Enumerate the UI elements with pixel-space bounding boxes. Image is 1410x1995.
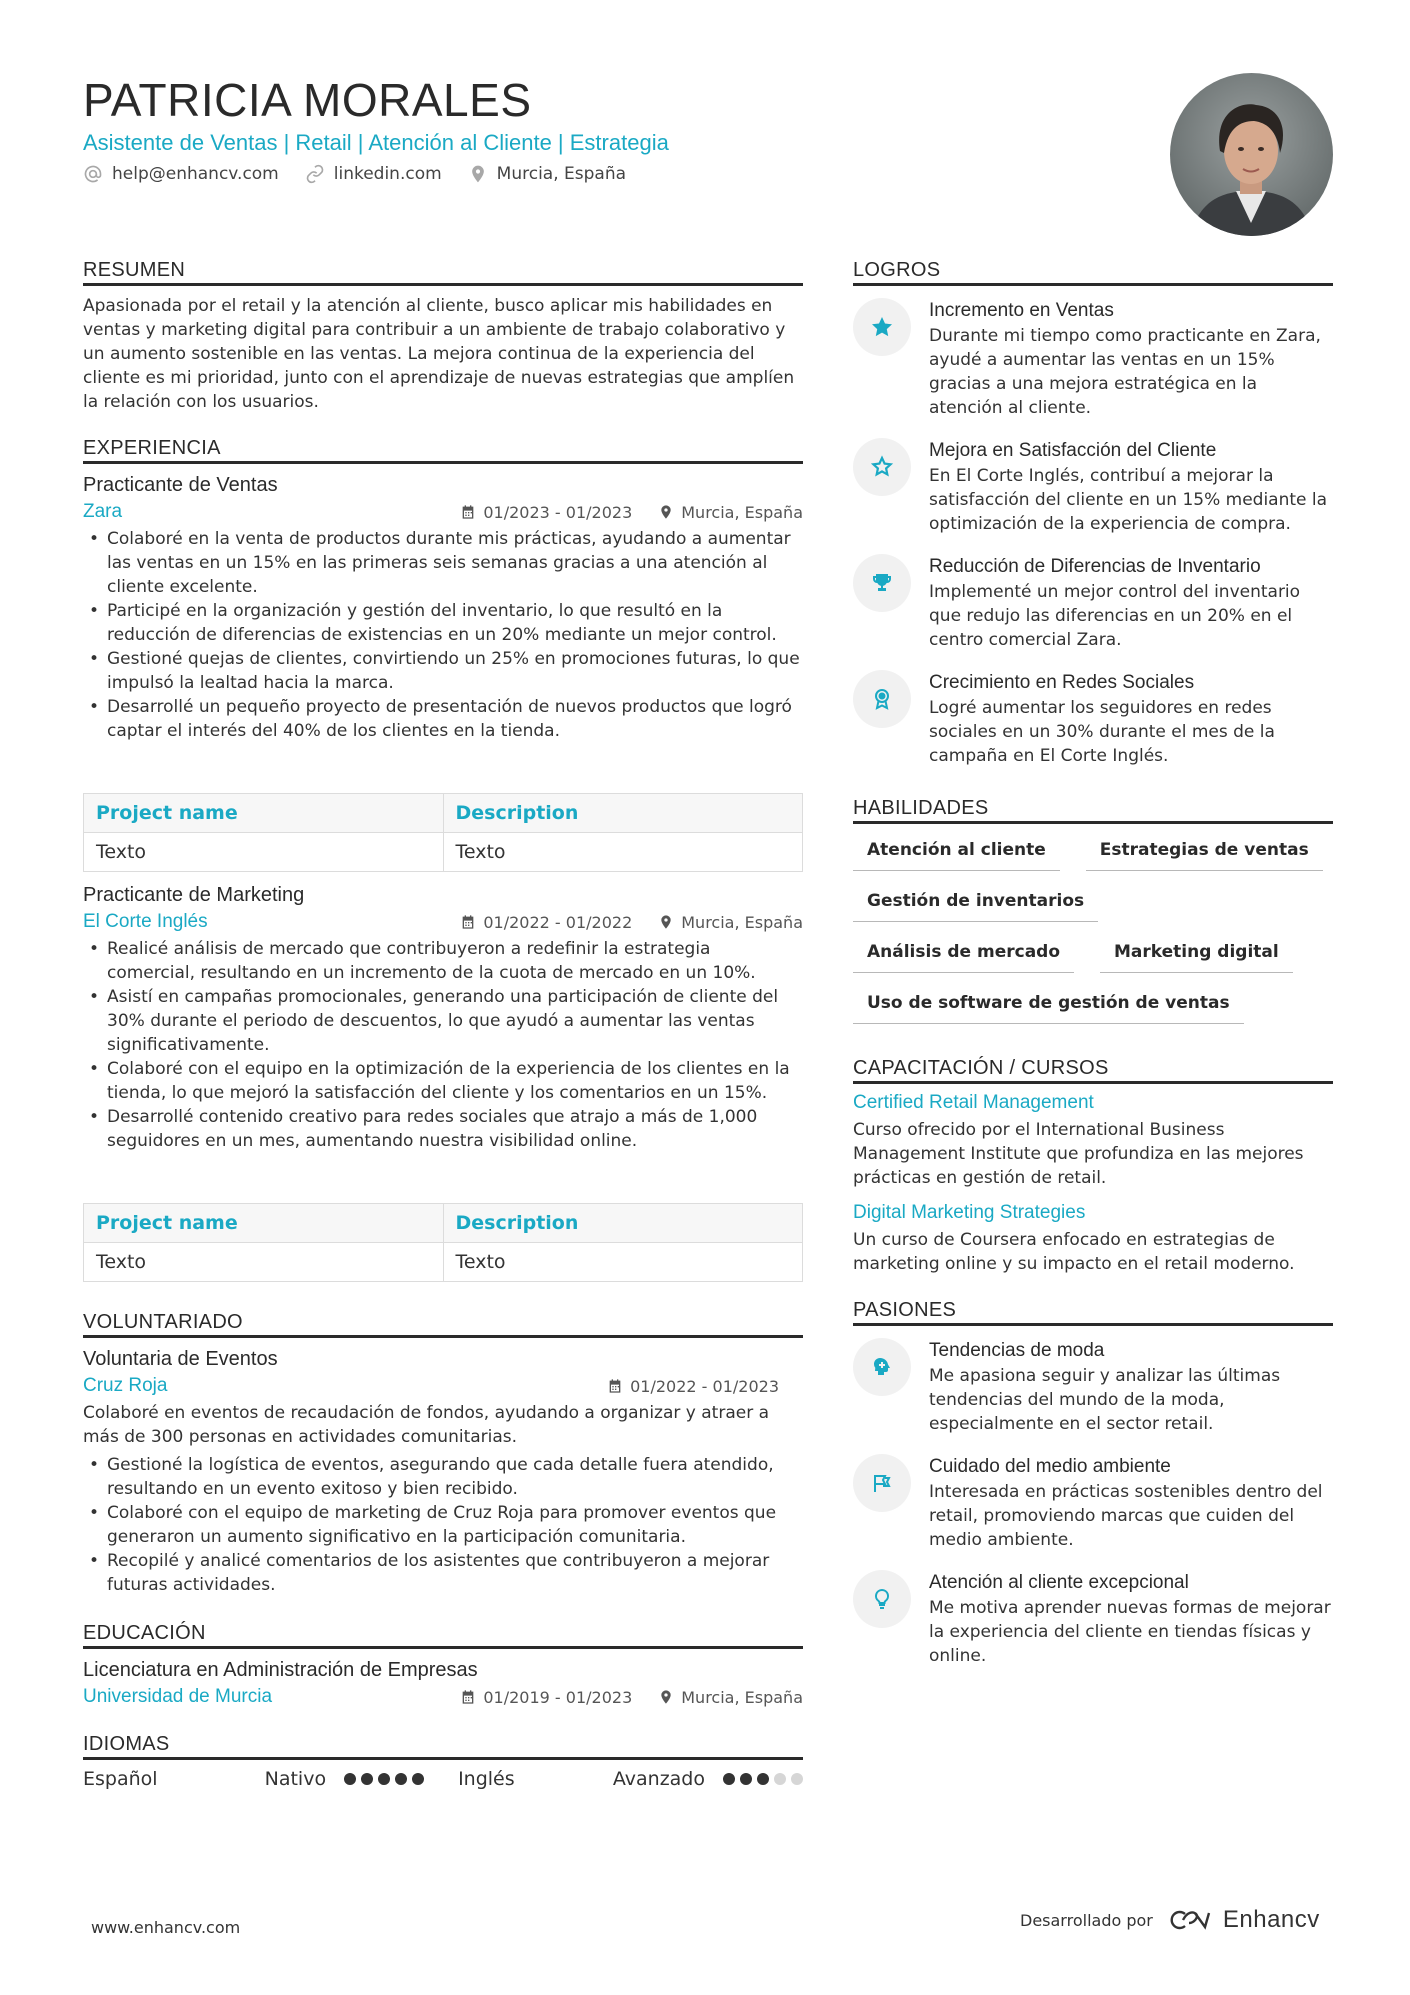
level-dot [757, 1773, 769, 1785]
bullet-item: • Gestioné la logística de eventos, asegurando que cada detalle fuera atendido, resultando en un evento exitoso y bien recibido. [107, 1453, 803, 1501]
location-pin-icon [658, 504, 674, 520]
brain-icon [870, 1355, 894, 1379]
job-location: Murcia, España [681, 502, 803, 522]
calendar-icon [607, 1378, 623, 1394]
achievement-item [853, 298, 1333, 420]
star-icon [870, 315, 894, 339]
bullet-item: • Recopilé y analicé comentarios de los asistentes que contribuyeron a mejorar futuras actividades. [107, 1549, 803, 1597]
enhancv-logo-icon [1165, 1907, 1211, 1933]
achievement-title: Reducción de Diferencias de Inventario [929, 556, 1261, 577]
section-title-achievements: LOGROS [853, 258, 1333, 286]
section-title-languages: IDIOMAS [83, 1732, 803, 1760]
achievement-title: Incremento en Ventas [929, 300, 1114, 321]
job-entry [83, 882, 803, 1282]
lightbulb-icon [870, 1587, 894, 1611]
section-title-experience: EXPERIENCIA [83, 436, 803, 464]
section-title-passions: PASIONES [853, 1298, 1333, 1326]
full-name: PATRICIA MORALES [83, 74, 532, 126]
passion-desc: Me motiva aprender nuevas formas de mejorar la experiencia del cliente en tiendas físicas y online. [929, 1598, 1331, 1666]
section-title-education: EDUCACIÓN [83, 1621, 803, 1649]
linkedin-text: linkedin.com [333, 164, 442, 184]
bullet-item: • Participé en la organización y gestión del inventario, lo que resultó en la reducción de diferencias de existencias en un 20% mediante un mejor control. [107, 599, 803, 647]
achievement-item [853, 554, 1333, 652]
right-column [853, 258, 1333, 1668]
bullet-item: • Colaboré con el equipo de marketing de Cruz Roja para promover eventos que generaron un aumento significativo en la participación comunitaria. [107, 1501, 803, 1549]
bullet-item: • Colaboré en la venta de productos durante mis prácticas, ayudando a aumentar las ventas en un 15% en las primeras seis semanas gracias a una atención al cliente excelente. [107, 527, 803, 599]
skill-tag: Gestión de inventarios [853, 883, 1098, 922]
volunteer-role: Voluntaria de Eventos [83, 1348, 278, 1370]
left-column [83, 258, 803, 1790]
experience-section [83, 436, 803, 1282]
job-title: Practicante de Ventas [83, 474, 278, 496]
course-title: Digital Marketing Strategies [853, 1202, 1086, 1223]
course-desc: Curso ofrecido por el International Business Management Institute que profundiza en las mejores prácticas en gestión de retail. [853, 1120, 1304, 1188]
footer-branding [1020, 1906, 1320, 1934]
job-bullets [83, 527, 803, 743]
bullet-item: • Gestioné quejas de clientes, convirtiendo un 25% en promociones futuras, lo que impulsó la lealtad hacia la marca. [107, 647, 803, 695]
section-title-volunteer: VOLUNTARIADO [83, 1310, 803, 1338]
location-text: Murcia, España [496, 164, 627, 184]
flag-icon [870, 1471, 894, 1495]
passion-item [853, 1338, 1333, 1436]
job-entry [83, 472, 803, 872]
achievement-item [853, 438, 1333, 536]
bullet-item: • Desarrollé un pequeño proyecto de presentación de nuevos productos que logró captar el interés del 40% de los clientes en la tienda. [107, 695, 803, 743]
achievement-desc: Logré aumentar los seguidores en redes sociales en un 30% durante el mes de la campaña en El Corte Inglés. [929, 698, 1275, 766]
contact-bar [83, 164, 1133, 184]
passion-desc: Me apasiona seguir y analizar las últimas tendencias del mundo de la moda, especialmente en el sector retail. [929, 1366, 1281, 1434]
skill-tag: Uso de software de gestión de ventas [853, 985, 1244, 1024]
job-meta [460, 913, 803, 932]
link-icon [305, 164, 325, 184]
achievement-item [853, 670, 1333, 768]
award-icon [870, 687, 894, 711]
language-name: Inglés [458, 1768, 515, 1790]
skills-section [853, 796, 1333, 1036]
level-dot [378, 1773, 390, 1785]
volunteer-intro: Colaboré en eventos de recaudación de fondos, ayudando a organizar y atraer a más de 300 personas en actividades comunitarias. [83, 1403, 770, 1447]
table-header-description: Description [443, 1204, 803, 1243]
table-header-project: Project name [84, 1204, 444, 1243]
volunteer-org: Cruz Roja [83, 1375, 168, 1396]
passions-section [853, 1298, 1333, 1668]
at-icon [83, 164, 103, 184]
table-cell: Texto [443, 1243, 803, 1282]
passion-desc: Interesada en prácticas sostenibles dentro del retail, promoviendo marcas que cuiden del medio ambiente. [929, 1482, 1323, 1550]
powered-by-label: Desarrollado por [1020, 1910, 1153, 1930]
project-table [83, 1203, 803, 1282]
company-name: Zara [83, 501, 123, 522]
language-dots [344, 1773, 424, 1785]
level-dot [412, 1773, 424, 1785]
passion-title: Atención al cliente excepcional [929, 1572, 1189, 1593]
level-dot [344, 1773, 356, 1785]
language-name: Español [83, 1768, 158, 1790]
skill-tag: Análisis de mercado [853, 934, 1074, 973]
education-meta [460, 1688, 803, 1707]
achievement-desc: En El Corte Inglés, contribuí a mejorar la satisfacción del cliente en un 15% mediante la optimización de la experiencia de compra. [929, 466, 1328, 534]
location-pin-icon [468, 164, 488, 184]
volunteer-meta [607, 1377, 779, 1396]
job-bullets [83, 937, 803, 1153]
school-name: Universidad de Murcia [83, 1686, 273, 1707]
job-title: Practicante de Marketing [83, 884, 305, 906]
course-desc: Un curso de Coursera enfocado en estrategias de marketing online y su impacto en el retail moderno. [853, 1230, 1295, 1274]
volunteer-dates: 01/2022 - 01/2023 [630, 1376, 779, 1396]
course-title: Certified Retail Management [853, 1092, 1094, 1113]
calendar-icon [460, 914, 476, 930]
header [83, 72, 1133, 184]
summary-section [83, 258, 803, 414]
table-cell: Texto [84, 1243, 444, 1282]
education-section [83, 1621, 803, 1708]
level-dot [395, 1773, 407, 1785]
language-level: Nativo [264, 1768, 327, 1790]
table-cell: Texto [443, 833, 803, 872]
skills-list [853, 832, 1333, 1036]
trophy-icon [870, 571, 894, 595]
level-dot [740, 1773, 752, 1785]
passion-item [853, 1570, 1333, 1668]
headline: Asistente de Ventas | Retail | Atención al Cliente | Estrategia [83, 130, 669, 155]
contact-location [468, 164, 626, 184]
achievement-title: Crecimiento en Redes Sociales [929, 672, 1195, 693]
passion-item [853, 1454, 1333, 1552]
level-dot [723, 1773, 735, 1785]
location-pin-icon [658, 914, 674, 930]
job-dates: 01/2023 - 01/2023 [483, 502, 633, 522]
company-name: El Corte Inglés [83, 911, 208, 932]
level-dot [774, 1773, 786, 1785]
achievements-section [853, 258, 1333, 768]
bullet-item: • Realicé análisis de mercado que contribuyeron a redefinir la estrategia comercial, resultando en un incremento de la cuota de mercado en un 10%. [107, 937, 803, 985]
skill-tag: Estrategias de ventas [1086, 832, 1323, 871]
courses-section [853, 1056, 1333, 1276]
location-pin-icon [658, 1689, 674, 1705]
section-title-skills: HABILIDADES [853, 796, 1333, 824]
education-location: Murcia, España [681, 1687, 803, 1707]
table-header-description: Description [443, 794, 803, 833]
section-title-summary: RESUMEN [83, 258, 803, 286]
enhancv-brand: Enhancv [1222, 1906, 1320, 1933]
passion-title: Tendencias de moda [929, 1340, 1105, 1361]
languages-row [83, 1768, 803, 1790]
project-table [83, 793, 803, 872]
bullet-item: • Asistí en campañas promocionales, generando una participación de cliente del 30% durante el periodo de descuentos, lo que ayudó a aumentar las ventas significativamente. [107, 985, 803, 1057]
skill-tag: Atención al cliente [853, 832, 1060, 871]
calendar-icon [460, 1689, 476, 1705]
volunteer-section [83, 1310, 803, 1597]
bullet-item: • Desarrollé contenido creativo para redes sociales que atrajo a más de 1,000 seguidores en un mes, aumentando nuestra visibilidad online. [107, 1105, 803, 1153]
contact-linkedin[interactable] [305, 164, 442, 184]
volunteer-bullets [83, 1453, 803, 1597]
achievement-desc: Durante mi tiempo como practicante en Zara, ayudé a aumentar las ventas en un 15% gracias a una mejora estratégica en la atención al cliente. [929, 326, 1321, 418]
table-header-project: Project name [84, 794, 444, 833]
contact-email[interactable] [83, 164, 279, 184]
degree: Licenciatura en Administración de Empresas [83, 1659, 478, 1681]
job-meta [460, 503, 803, 522]
passion-title: Cuidado del medio ambiente [929, 1456, 1171, 1477]
job-location: Murcia, España [681, 912, 803, 932]
calendar-icon [460, 504, 476, 520]
languages-section [83, 1732, 803, 1790]
education-dates: 01/2019 - 01/2023 [483, 1687, 633, 1707]
star-badge-icon [870, 455, 894, 479]
table-cell: Texto [84, 833, 444, 872]
email-text: help@enhancv.com [112, 164, 279, 184]
summary-text: Apasionada por el retail y la atención al cliente, busco aplicar mis habilidades en ventas y marketing digital para contribuir a un ambiente de trabajo colaborativo y un aumento sostenible en las ventas. La mejora continua de la experiencia del cliente es mi prioridad, junto con el aprendizaje de nuevas estrategias que amplíen la relación con los usuarios. [83, 296, 795, 412]
section-title-courses: CAPACITACIÓN / CURSOS [853, 1056, 1333, 1084]
level-dot [361, 1773, 373, 1785]
bullet-item: • Colaboré con el equipo en la optimización de la experiencia de los clientes en la tienda, lo que mejoró la satisfacción del cliente y los comentarios en un 15%. [107, 1057, 803, 1105]
language-dots [723, 1773, 803, 1785]
achievement-title: Mejora en Satisfacción del Cliente [929, 440, 1217, 461]
achievement-desc: Implementé un mejor control del inventario que redujo las diferencias en un 20% en el centro comercial Zara. [929, 582, 1301, 650]
language-level: Avanzado [612, 1768, 705, 1790]
skill-tag: Marketing digital [1100, 934, 1293, 973]
level-dot [791, 1773, 803, 1785]
job-dates: 01/2022 - 01/2022 [483, 912, 633, 932]
profile-photo [1170, 73, 1333, 236]
footer-website[interactable]: www.enhancv.com [91, 1918, 241, 1937]
